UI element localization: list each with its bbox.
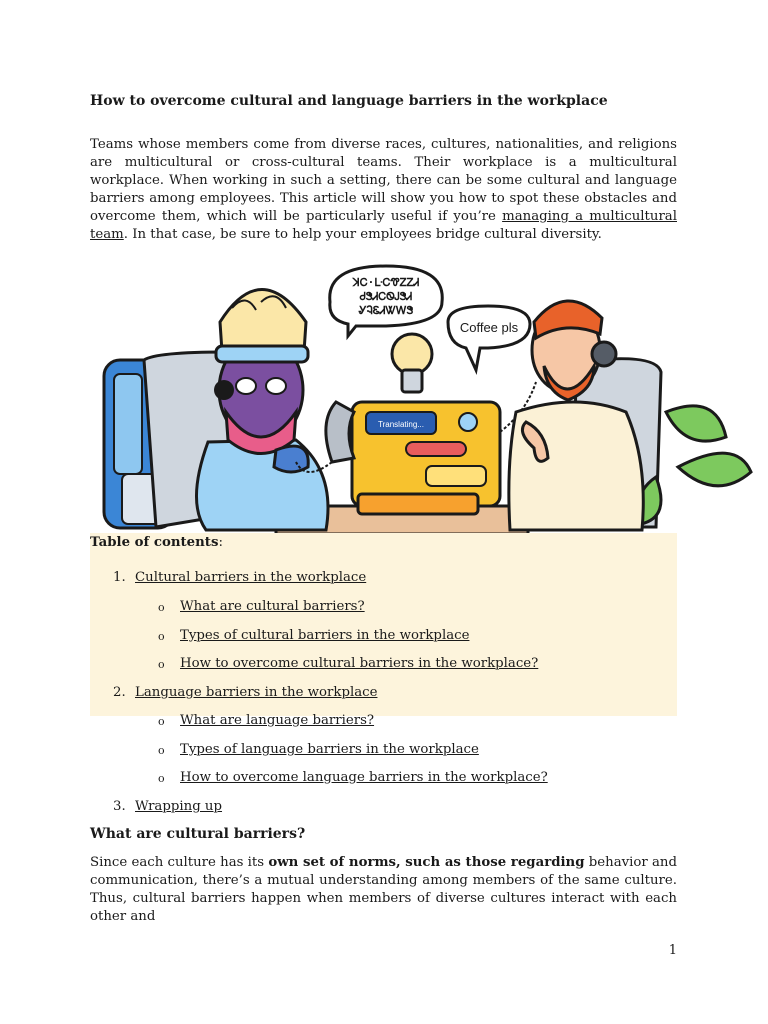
- toc-item[interactable]: [180, 598, 365, 616]
- toc-link-what-are-language-barriers[interactable]: What are language barriers?: [180, 713, 375, 728]
- toc-bullet: o: [158, 772, 165, 785]
- speech-bubble-left: [330, 266, 443, 336]
- toc-link-types-cultural-barriers[interactable]: Types of cultural barriers in the workplace: [180, 628, 470, 643]
- toc-link-wrapping-up[interactable]: Wrapping up: [135, 799, 223, 814]
- toc-item[interactable]: [135, 569, 366, 587]
- toc-number-2: 2.: [113, 685, 126, 700]
- toc-bullet: o: [158, 658, 165, 671]
- toc-link-types-language-barriers[interactable]: Types of language barriers in the workplace: [180, 742, 479, 757]
- toc-link-cultural-barriers[interactable]: Cultural barriers in the workplace: [135, 570, 367, 585]
- toc-number-1: 1.: [113, 570, 126, 585]
- toc-bullet: o: [158, 744, 165, 757]
- translation-machine-illustration: [96, 262, 756, 534]
- toc-link-language-barriers[interactable]: Language barriers in the workplace: [135, 685, 378, 700]
- toc-item[interactable]: [180, 741, 479, 759]
- translation-machine: [352, 402, 500, 514]
- section-text-start: Since each culture has its: [90, 855, 269, 870]
- intro-paragraph: [90, 136, 677, 244]
- light-bulb-icon: [392, 334, 432, 392]
- toc-item[interactable]: [180, 655, 538, 673]
- coffee-text: Coffee pls: [459, 320, 519, 335]
- toc-item[interactable]: [180, 712, 374, 730]
- machine-screen-text: Translating...: [378, 420, 424, 429]
- section-text-end: behavior and communication, there’s a mutual understanding among members of the same culture. Thus, cultural barriers happen when members of diverse cultures interact with each other and: [90, 855, 677, 924]
- toc-link-what-are-cultural-barriers[interactable]: What are cultural barriers?: [180, 599, 365, 614]
- section-heading: What are cultural barriers?: [90, 826, 306, 842]
- toc-item[interactable]: [180, 769, 548, 787]
- toc-item[interactable]: [180, 627, 469, 645]
- section-paragraph: [90, 854, 677, 926]
- intro-text-start: Teams whose members come from diverse races, cultures, nationalities, and religions are multicultural or cross-cultural teams. Their workplace is a multicultural workplace. When working in such a setting, there can be some cultural and language barriers among employees. This article will show you how to spot these obstacles and overcome them, which will be particularly useful if you’re: [90, 137, 677, 224]
- intro-text-end: . In that case, be sure to help your employees bridge cultural diversity.: [123, 227, 602, 242]
- gibberish-line-1: ꓘᏟ·ᒷᏟᏡᏃᏃᏗ: [352, 276, 420, 289]
- toc-number-3: 3.: [113, 799, 126, 814]
- right-character: [509, 301, 643, 530]
- speech-bubble-right: [448, 306, 530, 370]
- toc-item[interactable]: [135, 684, 377, 702]
- managing-multicultural-team-link[interactable]: managing a multicultural team: [90, 209, 677, 242]
- toc-heading: Table of contents:: [90, 535, 223, 550]
- toc-bullet: o: [158, 715, 165, 728]
- page-number: 1: [668, 943, 677, 958]
- gibberish-line-2: ᏧᏕᏗᏟᏫᎫᏕᏗ: [359, 290, 413, 303]
- gibberish-line-3: ᎽᎸᏋᏗᏔᎳᏕ: [358, 304, 414, 317]
- page-title: How to overcome cultural and language barriers in the workplace: [90, 93, 608, 109]
- toc-link-overcome-language-barriers[interactable]: How to overcome language barriers in the workplace?: [180, 770, 548, 785]
- toc-link-overcome-cultural-barriers[interactable]: How to overcome cultural barriers in the workplace?: [180, 656, 539, 671]
- toc-bullet: o: [158, 601, 165, 614]
- section-text-bold: own set of norms, such as those regarding: [268, 855, 585, 870]
- toc-item[interactable]: [135, 798, 222, 816]
- toc-bullet: o: [158, 630, 165, 643]
